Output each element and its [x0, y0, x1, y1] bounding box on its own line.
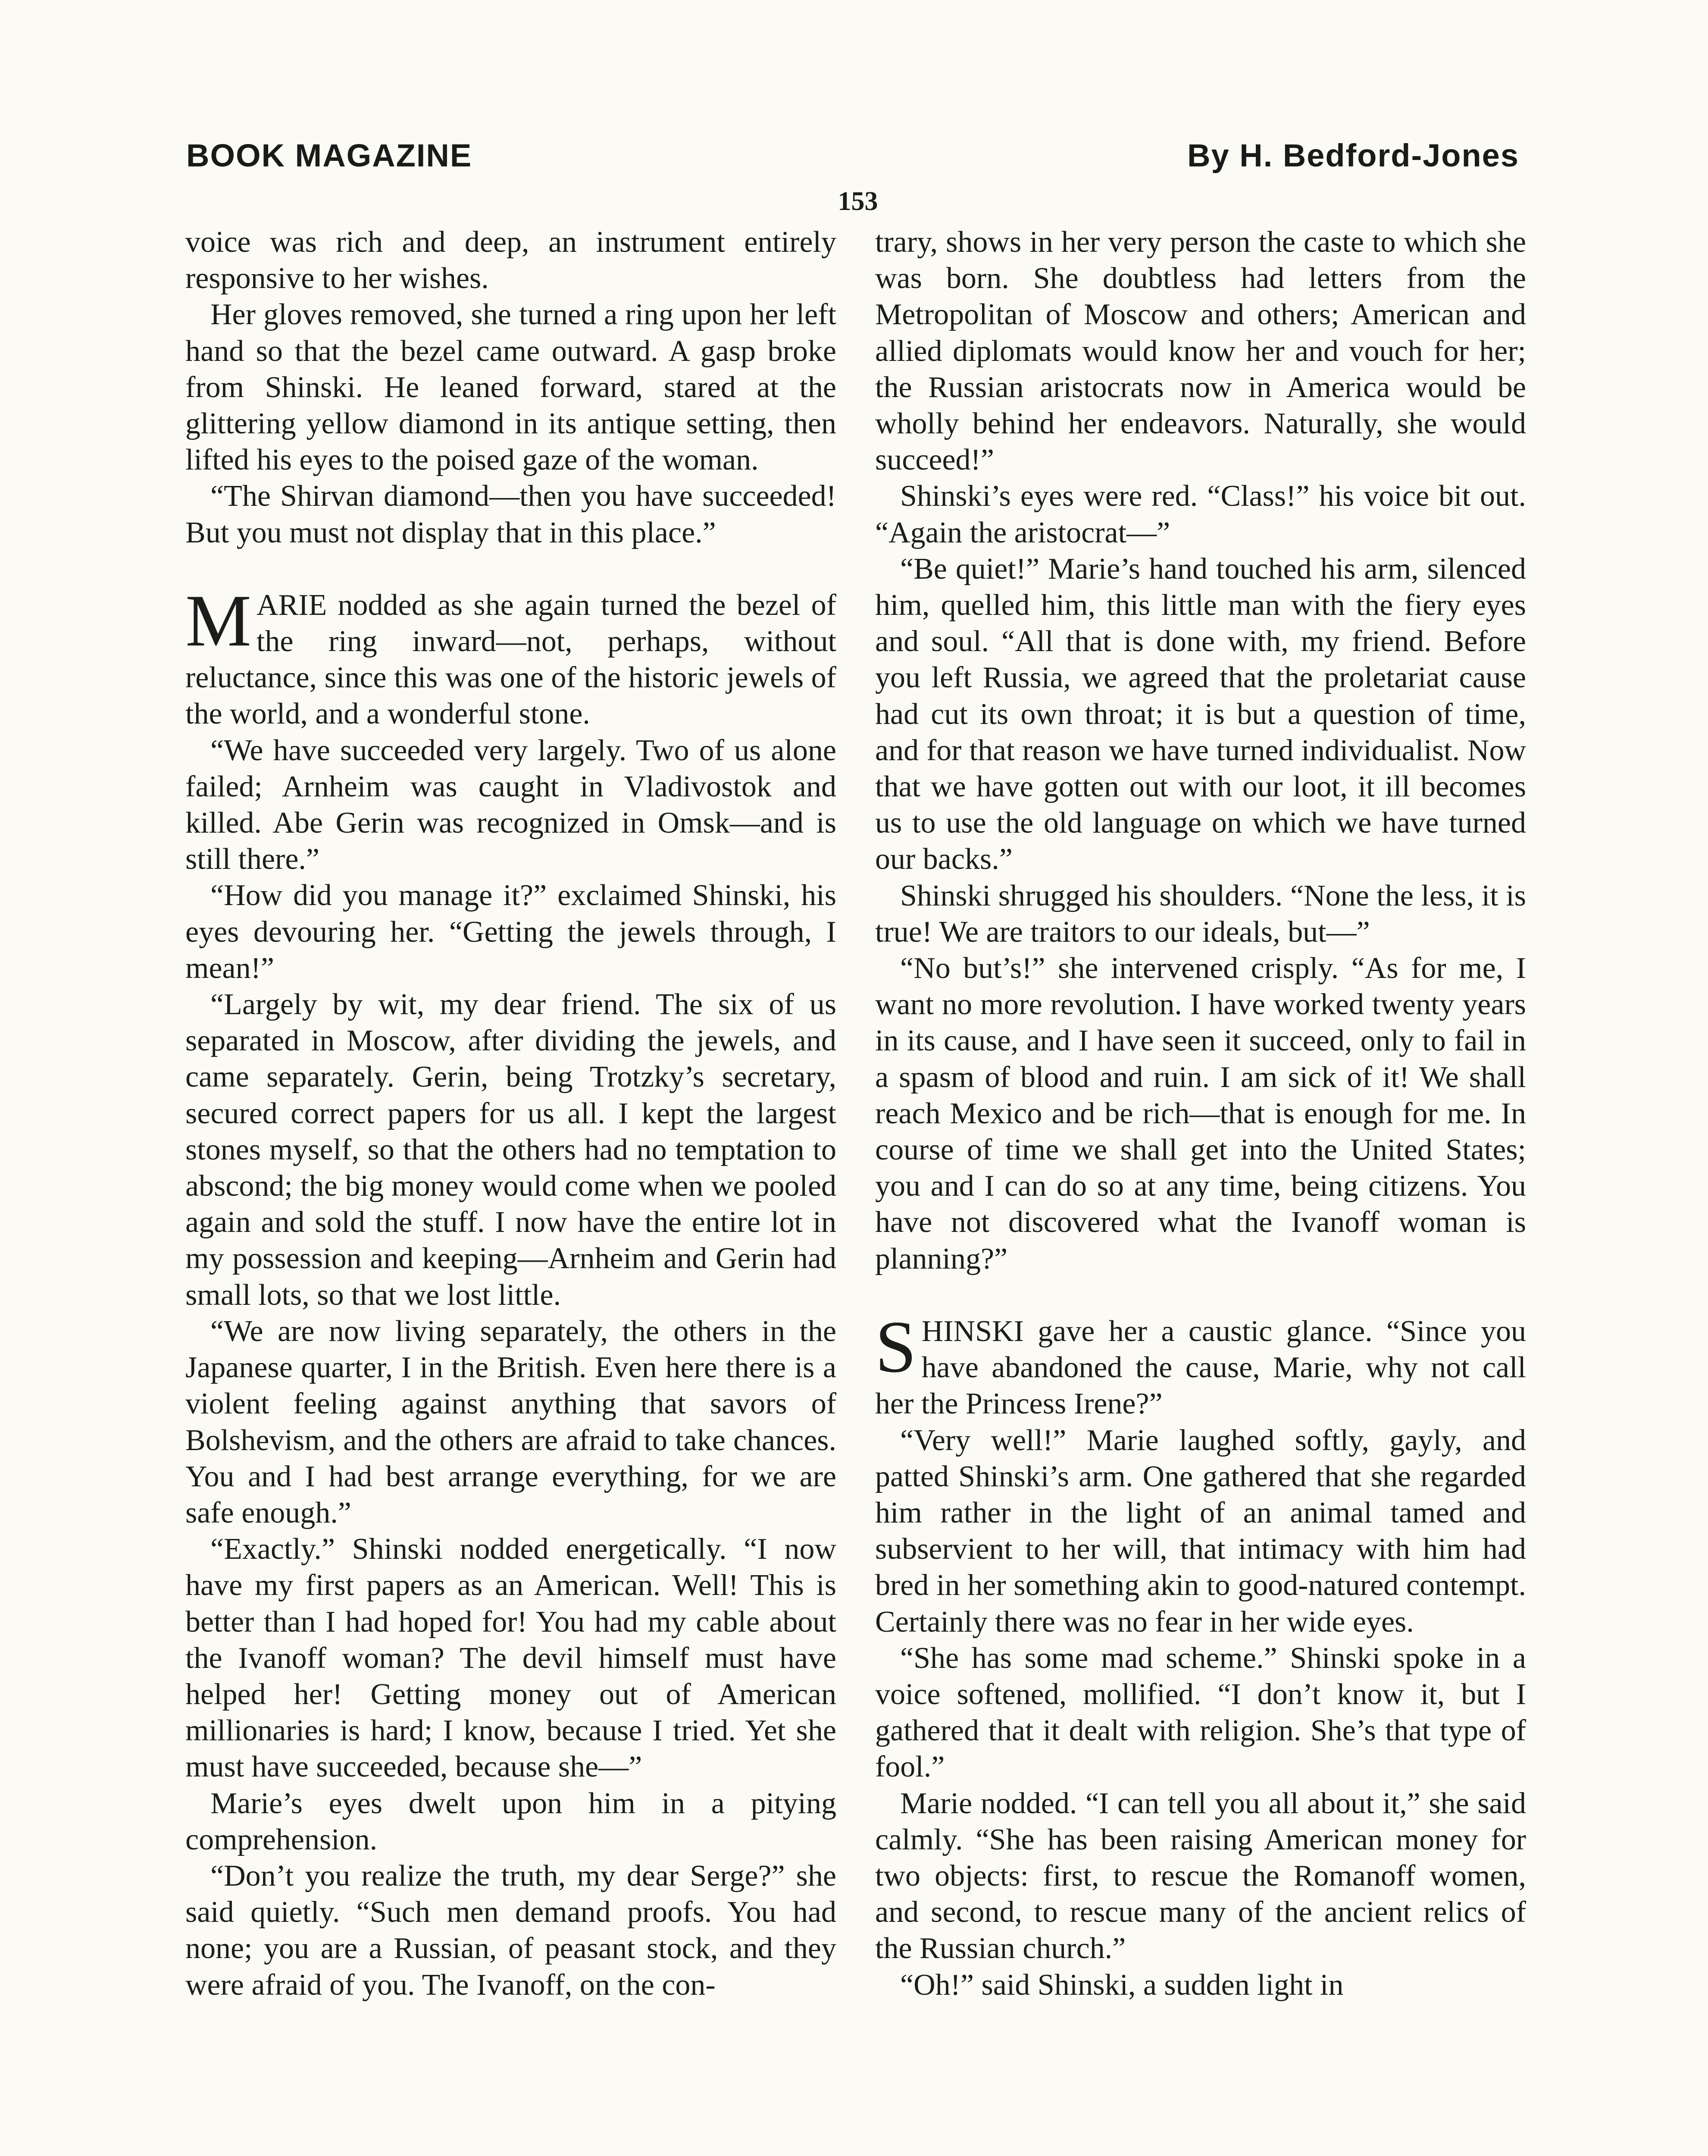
paragraph: voice was rich and deep, an instrument entirely responsive to her wishes. — [185, 226, 836, 295]
paragraph: “She has some mad scheme.” Shinski spoke in a voice softened, mollified. “I don’t know it, but I gathered that it dealt with religion. She’s that type of fool.” — [875, 1641, 1526, 1784]
paragraph-text: HINSKI gave her a caustic glance. “Since you have abandoned the cause, Marie, why not call her the Princess Irene?” — [875, 1314, 1526, 1421]
dropcap-paragraph — [185, 580, 836, 733]
paragraph: Marie’s eyes dwelt upon him in a pitying comprehension. — [185, 1786, 836, 1856]
paragraph: “We are now living separately, the others in the Japanese quarter, I in the British. Even here there is a violent feeling against anything that savors of Bolshevism, and the others are afraid to take chances. You and I had best arrange everything, for we are safe enough.” — [185, 1314, 836, 1529]
drop-cap: M — [185, 580, 251, 662]
magazine-title: BOOK MAGAZINE — [186, 138, 472, 173]
dropcap-paragraph — [875, 1306, 1526, 1423]
paragraph: “We have succeeded very largely. Two of us alone failed; Arnheim was caught in Vladivostok and killed. Abe Gerin was recognized in Omsk—and is still there.” — [185, 733, 836, 876]
paragraph: “Oh!” said Shinski, a sudden light in — [900, 1968, 1344, 2002]
paragraph: “How did you manage it?” exclaimed Shinski, his eyes devouring her. “Getting the jewels through, I mean!” — [185, 879, 836, 985]
paragraph: “Largely by wit, my dear friend. The six of us separated in Moscow, after dividing the jewels, and came separately. Gerin, being Trotzky’s secretary, secured correct papers for us all. I kept the largest stones myself, so that the others had no temptation to abscond; the big money would come when we pooled again and sold the stuff. I now have the entire lot in my possession and keeping—Arnheim and Gerin had small lots, so that we lost little. — [185, 988, 836, 1312]
right-column — [875, 224, 1526, 2003]
paragraph-text: ARIE nodded as she again turned the bezel of the ring inward—not, perhaps, without reluctance, since this was one of the historic jewels of the world, and a wonderful stone. — [185, 588, 836, 731]
paragraph: Shinski’s eyes were red. “Class!” his voice bit out. “Again the aristocrat—” — [875, 479, 1526, 549]
page-number: 153 — [838, 187, 878, 216]
paragraph: “Very well!” Marie laughed softly, gayly, and patted Shinski’s arm. One gathered that she regarded him rather in the light of an animal tamed and subservient to her will, that intimacy with him had bred in her something akin to good-natured contempt. Certainly there was no fear in her wide eyes. — [875, 1423, 1526, 1639]
paragraph: “Be quiet!” Marie’s hand touched his arm, silenced him, quelled him, this little man with the fiery eyes and soul. “All that is done with, my friend. Before you left Russia, we agreed that the proletariat cause had cut its own throat; it is but a question of time, and for that reason we have turned individualist. Now that we have gotten out with our loot, it ill becomes us to use the old language on which we have turned our backs.” — [875, 552, 1526, 876]
author-byline: By H. Bedford-Jones — [1187, 138, 1519, 173]
paragraph: Shinski shrugged his shoulders. “None the less, it is true! We are traitors to our ideals, but—” — [875, 879, 1526, 949]
paragraph: Marie nodded. “I can tell you all about it,” she said calmly. “She has been raising American money for two objects: first, to rescue the Romanoff women, and second, to rescue many of the ancient relics of the Russian church.” — [875, 1786, 1526, 1965]
paragraph: “Don’t you realize the truth, my dear Serge?” she said quietly. “Such men demand proofs. You had none; you are a Russian, of peasant stock, and they were afraid of you. The Ivanoff, on the con- — [185, 1859, 836, 2002]
paragraph: “Exactly.” Shinski nodded energetically. “I now have my first papers as an American. Well! This is better than I had hoped for! You had my cable about the Ivanoff woman? The devil himself must have helped her! Getting money out of American millionaries is hard; I know, because I tried. Yet she must have succeeded, because she—” — [185, 1532, 836, 1784]
drop-cap: S — [875, 1306, 917, 1388]
left-column — [185, 224, 836, 2003]
paragraph: Her gloves removed, she turned a ring upon her left hand so that the bezel came outward. A gasp broke from Shinski. He leaned forward, stared at the glittering yellow diamond in its antique setting, then lifted his eyes to the poised gaze of the woman. — [185, 298, 836, 477]
paragraph: trary, shows in her very person the caste to which she was born. She doubtless had letters from the Metropolitan of Moscow and others; American and allied diplomats would know her and vouch for her; the Russian aristocrats now in America would be wholly behind her endeavors. Naturally, she would succeed!” — [875, 226, 1526, 477]
paragraph: “The Shirvan diamond—then you have succeeded! But you must not display that in this place.” — [185, 479, 836, 549]
paragraph: “No but’s!” she intervened crisply. “As for me, I want no more revolution. I have worked twenty years in its cause, and I have seen it succeed, only to fail in a spasm of blood and ruin. I am sick of it! We shall reach Mexico and be rich—that is enough for me. In course of time we shall get into the United States; you and I can do so at any time, being citizens. You have not discovered what the Ivanoff woman is planning?” — [875, 952, 1526, 1275]
